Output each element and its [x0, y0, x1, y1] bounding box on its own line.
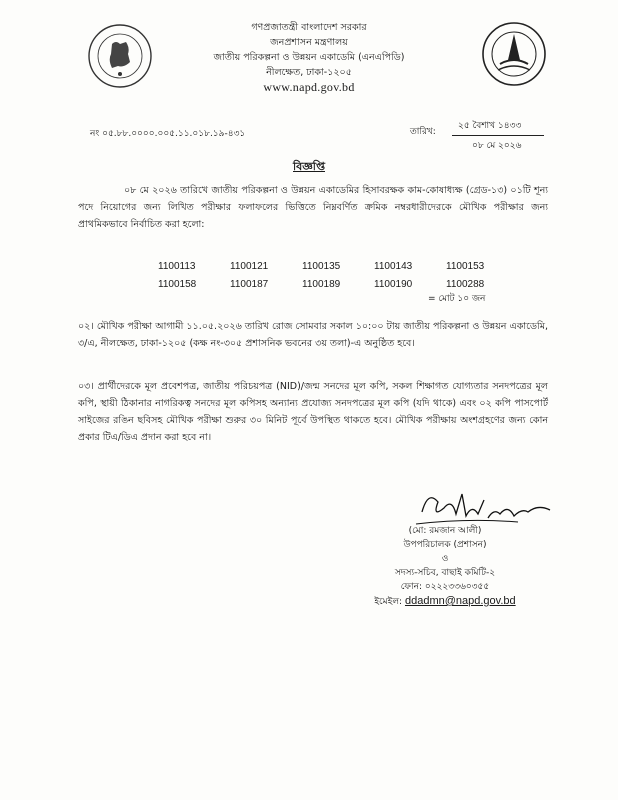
roll-number: 1100121	[230, 261, 269, 272]
roll-number: 1100190	[374, 279, 413, 290]
government-emblem-icon	[86, 22, 154, 90]
total-count: = মোট ১০ জন	[428, 294, 486, 304]
date-label: তারিখ:	[410, 127, 436, 137]
signatory-and: ও	[441, 554, 449, 564]
date-bengali: ২৫ বৈশাখ ১৪৩৩	[452, 118, 544, 136]
notice-title: বিজ্ঞপ্তি	[293, 160, 325, 173]
roll-number: 1100135	[302, 261, 341, 272]
roll-number: 1100113	[158, 261, 196, 272]
roll-number: 1100153	[446, 261, 485, 272]
email-link[interactable]: ddadmn@napd.gov.bd	[404, 595, 516, 607]
roll-number: 1100288	[446, 279, 485, 290]
roll-row	[158, 258, 518, 276]
date-block	[410, 118, 544, 153]
roll-number: 1100158	[158, 279, 197, 290]
date-gregorian: ০৮ মে ২০২৬	[472, 141, 522, 151]
intro-paragraph: ০৮ মে ২০২৬ তারিখে জাতীয় পরিকল্পনা ও উন্নয়ন একাডেমির হিসাবরক্ষক কাম-কোষাধ্যক্ষ (গ্রেড-১৩) ০১টি শূন্য পদে নিয়োগের জন্য লিখিত পরীক্ষার ফলাফলের ভিত্তিতে নিম্নবর্ণিত ক্রমিক নম্বরধারীদেরকে মৌখিক পরীক্ষার জন্য প্রাথমিকভাবে নির্বাচিত করা হলো:	[78, 185, 548, 230]
header-line-ministry: জনপ্রশাসন মন্ত্রণালয়	[270, 37, 348, 48]
signatory-name: (মো: রমজান আলী)	[408, 526, 482, 536]
header-website-link[interactable]: www.napd.gov.bd	[263, 80, 355, 94]
roll-number-table	[158, 258, 518, 294]
signatory-email-row	[360, 594, 530, 609]
header-line-academy: জাতীয় পরিকল্পনা ও উন্নয়ন একাডেমি (এনএপিডি)	[213, 52, 405, 63]
letterhead	[180, 20, 438, 95]
signatory-phone: ফোন: ০২২২৩৩৬০৩৫৫	[400, 582, 490, 592]
roll-number: 1100189	[302, 279, 341, 290]
napd-logo-icon	[480, 20, 548, 88]
header-line-address: নীলক্ষেত, ঢাকা-১২০৫	[266, 67, 352, 78]
roll-number: 1100143	[374, 261, 413, 272]
memo-number: নং ০৫.৮৮.০০০০.০০৫.১১.০১৮.১৯-৪৩১	[90, 129, 246, 139]
signatory-block	[360, 524, 530, 609]
signatory-role: সদস্য-সচিব, বাছাই কমিটি-২	[394, 568, 496, 578]
documents-required-paragraph: ০৩। প্রার্থীদেরকে মূল প্রবেশপত্র, জাতীয় পরিচয়পত্র (NID)/জন্ম সনদের মূল কপি, সকল শিক্ষাগত যোগ্যতার সনদপত্রের মূল কপি, স্থায়ী ঠিকানার নাগরিকত্ব সনদের মূল কপিসহ অন্যান্য প্রযোজ্য সনদপত্রের মূল কপি (যদি থাকে) এবং ০২ কপি পাসপোর্ট সাইজের রঙিন ছবিসহ মৌখিক পরীক্ষা শুরুর ৩০ মিনিট পূর্বে উপস্থিত থাকতে হবে। মৌখিক পরীক্ষায় অংশগ্রহণের জন্য কোন প্রকার টিএ/ডিএ প্রদান করা হবে না।	[78, 381, 548, 443]
signatory-designation: উপপরিচালক (প্রশাসন)	[403, 540, 487, 550]
interview-schedule-paragraph: ০২। মৌখিক পরীক্ষা আগামী ১১.০৫.২০২৬ তারিখ রোজ সোমবার সকাল ১০:০০ টায় জাতীয় পরিকল্পনা ও উন্নয়ন একাডেমি, ৩/এ, নীলক্ষেত, ঢাকা-১২০৫ (কক্ষ নং-৩০৫ প্রশাসনিক ভবনের ৩য় তলা)-এ অনুষ্ঠিত হবে।	[78, 321, 548, 349]
roll-number: 1100187	[230, 279, 269, 290]
header-line-government: গণপ্রজাতন্ত্রী বাংলাদেশ সরকার	[251, 22, 367, 33]
email-label: ইমেইল:	[374, 597, 403, 607]
